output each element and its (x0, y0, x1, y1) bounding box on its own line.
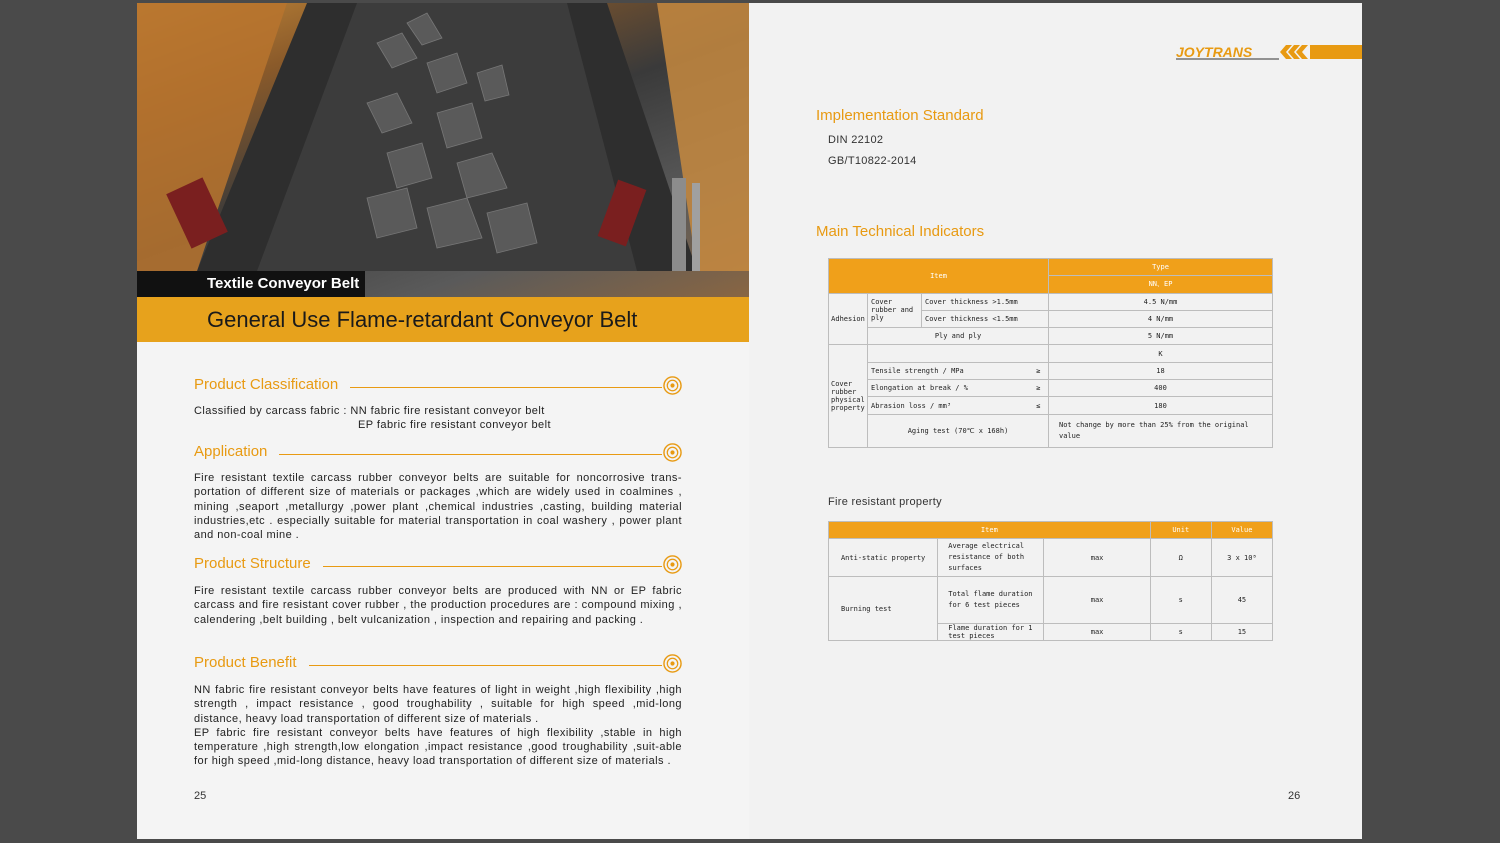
page-number-right: 26 (1288, 790, 1301, 802)
cell-burning: Burning test (829, 577, 938, 641)
benefit-nn: NN fabric fire resistant conveyor belts have features of light in weight ,high flexibility ,high strength , impact resistance , good troughability , suitable for high speed ,mid-long distance, heavy load transportation of different size of materials . (194, 684, 682, 725)
brochure-spread (137, 3, 1362, 839)
section-title: Product Benefit (194, 654, 309, 671)
table-header-type-sub: NN、EP (1049, 276, 1273, 293)
main-indicators-title: Main Technical Indicators (816, 223, 985, 240)
cell-ct-gt: Cover thickness >1.5mm (922, 293, 1049, 310)
technical-indicators-table (828, 258, 1273, 448)
implementation-title: Implementation Standard (816, 107, 984, 124)
cell-tfd-unit: s (1150, 577, 1211, 624)
section-title: Application (194, 443, 279, 460)
cell-aer-unit: Ω (1150, 539, 1211, 577)
structure-text: Fire resistant textile carcass rubber conveyor belts are produced with NN or EP fabric carcass and fire resistant cover rubber , the production procedures are : compound mixing , calendering ,belt building , belt vulcanization , inspection and repairing and packing . (194, 585, 682, 626)
cell-antistatic: Anti-static property (829, 539, 938, 577)
cell-fd-val: 15 (1211, 624, 1272, 641)
cell-abrasion-val: 180 (1049, 397, 1273, 414)
cell-aer-max: max (1044, 539, 1150, 577)
cell-empty (868, 345, 1049, 362)
hero-subtitle: Textile Conveyor Belt (137, 271, 365, 297)
section-header-structure (194, 555, 682, 577)
t2-header-item: Item (829, 522, 1151, 539)
section-header-classification (194, 376, 682, 398)
spiral-icon (663, 376, 682, 395)
cell-aer: Average electrical resistance of both surfaces (938, 539, 1044, 577)
spiral-icon (663, 555, 682, 574)
cell-tfd-max: max (1044, 577, 1150, 624)
section-header-benefit (194, 654, 682, 676)
left-page (137, 3, 749, 839)
standard-din: DIN 22102 (828, 134, 884, 146)
t2-header-value: Value (1211, 522, 1272, 539)
table-header-type: Type (1049, 259, 1273, 276)
cell-tensile-val: 18 (1049, 362, 1273, 379)
table-header-item: Item (829, 259, 1049, 294)
standard-gb: GB/T10822-2014 (828, 155, 917, 167)
classification-line-1: Classified by carcass fabric : NN fabric fire resistant conveyor belt (194, 405, 545, 417)
svg-text:JOYTRANS: JOYTRANS (1176, 44, 1253, 60)
cell-tensile-sym: ≥ (1029, 362, 1049, 379)
cell-abrasion-sym: ≤ (1029, 397, 1049, 414)
cell-aging-val: Not change by more than 25% from the original value (1049, 414, 1273, 447)
cell-elong-val: 400 (1049, 380, 1273, 397)
cell-aging: Aging test (70℃ x 168h) (868, 414, 1049, 447)
cell-elong: Elongation at break / % (868, 380, 1029, 397)
section-title: Product Structure (194, 555, 323, 572)
cell-fd-unit: s (1150, 624, 1211, 641)
cell-ply-val: 5 N/mm (1049, 328, 1273, 345)
t2-header-unit: Unit (1150, 522, 1211, 539)
cell-elong-sym: ≥ (1029, 380, 1049, 397)
cell-ct-lt: Cover thickness <1.5mm (922, 310, 1049, 327)
hero-title: General Use Flame-retardant Conveyor Belt (137, 297, 749, 342)
section-title: Product Classification (194, 376, 350, 393)
fire-resistant-label: Fire resistant property (828, 496, 942, 508)
joytrans-logo (1174, 44, 1362, 60)
cell-cover-rubber-ply: Cover rubber and ply (868, 293, 922, 328)
benefit-text (194, 683, 682, 769)
cell-cover-phys: Cover rubber physical property (829, 345, 868, 447)
cell-aer-val: 3 x 10⁸ (1211, 539, 1272, 577)
right-page (749, 3, 1362, 839)
cell-ct-lt-val: 4 N/mm (1049, 310, 1273, 327)
section-header-application (194, 443, 682, 465)
benefit-ep: EP fabric fire resistant conveyor belts have features of high flexibility ,stable in high temperature ,high strength,low elongation ,impact resistance ,good troughability ,suit-able for high speed ,mid-long distance, heavy load transportation of different size of materials . (194, 726, 682, 768)
cell-adhesion: Adhesion (829, 293, 868, 345)
application-text: Fire resistant textile carcass rubber conveyor belts are suitable for noncorrosive trans-portation of different size of materials or packages ,which are widely used in coalmines , mining ,seaport ,metallurgy ,power plant ,chemical industries ,casting, building material industries,etc . especially suitable for material transportation in coal washery , power plant and non-coal mine . (194, 472, 682, 542)
cell-tfd: Total flame duration for 6 test pieces (938, 577, 1044, 624)
cell-ct-gt-val: 4.5 N/mm (1049, 293, 1273, 310)
cell-tfd-val: 45 (1211, 577, 1272, 624)
spiral-icon (663, 654, 682, 673)
fire-resistant-table (828, 521, 1273, 641)
spiral-icon (663, 443, 682, 462)
classification-line-2: EP fabric fire resistant conveyor belt (358, 419, 551, 432)
cell-abrasion: Abrasion loss / mm³ (868, 397, 1029, 414)
classification-text (194, 404, 682, 433)
cell-ply: Ply and ply (868, 328, 1049, 345)
cell-k: K (1049, 345, 1273, 362)
cell-tensile: Tensile strength / MPa (868, 362, 1029, 379)
cell-fd-max: max (1044, 624, 1150, 641)
page-number-left: 25 (194, 790, 207, 802)
hero-photo (137, 3, 749, 342)
cell-fd: Flame duration for 1 test pieces (938, 624, 1044, 641)
